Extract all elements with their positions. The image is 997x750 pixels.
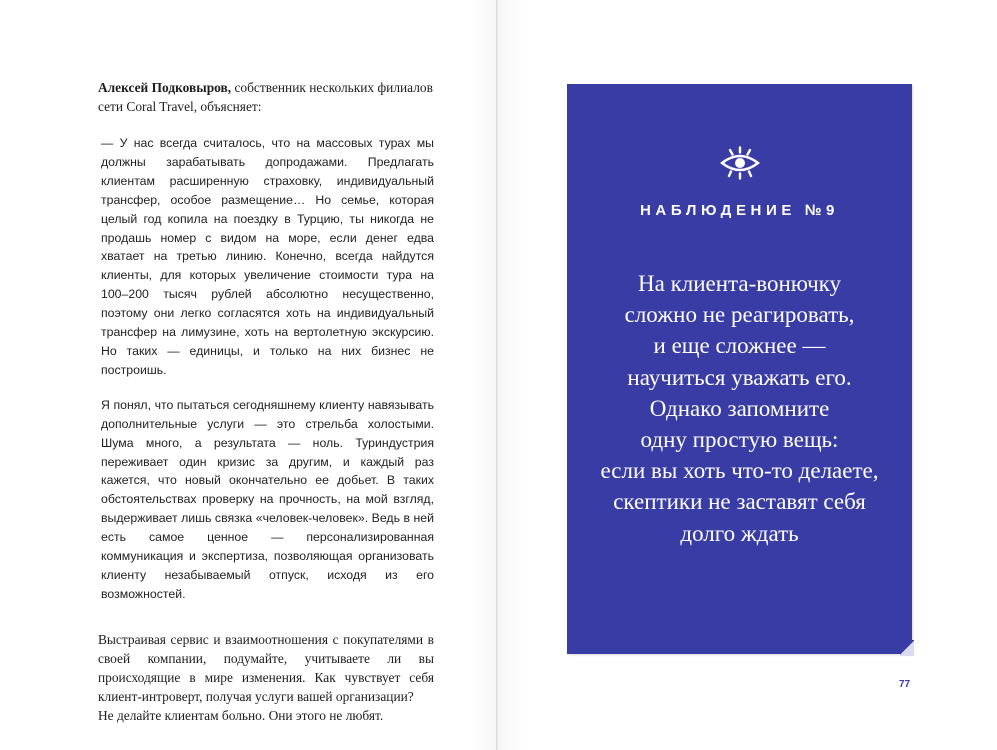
closing-paragraph: Не делайте клиентам больно. Они этого не любят. bbox=[98, 707, 384, 723]
observation-text bbox=[577, 268, 902, 549]
observation-line: научиться уважать его. bbox=[627, 364, 852, 390]
observation-line: одну простую вещь: bbox=[640, 427, 839, 453]
left-page-text bbox=[98, 78, 434, 725]
observation-line: долго ждать bbox=[680, 520, 799, 546]
page-number: 77 bbox=[899, 679, 911, 690]
eye-icon bbox=[717, 146, 763, 180]
quote-block bbox=[98, 134, 434, 604]
closing-text bbox=[98, 630, 434, 725]
card-corner-fold bbox=[900, 640, 914, 656]
observation-line: Однако запомните bbox=[649, 395, 830, 421]
speaker-name: Алексей Подковыров, bbox=[98, 80, 232, 95]
quote-paragraph: — У нас всегда считалось, что на массовых турах мы должны зарабатывать допродажами. Предлагать клиентам расширенную страховку, индивидуальный трансфер, особое размещение… Но семье, которая целый год копила на поездку в Турцию, ты никогда не продашь номер с видом на море, если денег едва хватает на третью линию. Конечно, всегда найдутся клиенты, для которых увеличение стоимости тура на 100–200 тысяч рублей абсолютно несущественно, поэтому они легко согласятся хоть на индивидуальный трансфер на лимузине, хоть на вертолетную экскурсию. Но таких — единицы, и только на них бизнес не построишь. bbox=[101, 136, 434, 377]
observation-label: НАБЛЮДЕНИЕ №9 bbox=[639, 202, 840, 219]
closing-paragraph: Выстраивая сервис и взаимоотношения с покупателями в своей компании, подумайте, учитываете ли вы происходящие в мире изменения. Как чувствует себя клиент-интроверт, получая услуги вашей организации? bbox=[98, 631, 434, 704]
observation-line: и еще сложнее — bbox=[653, 333, 826, 359]
speaker-description: собственник нескольких филиалов сети Coral Travel, объясняет: bbox=[98, 80, 433, 114]
quote-paragraph: Я понял, что пытаться сегодняшнему клиенту навязывать дополнительные услуги — это стрельба холостыми. Шума много, а результата — ноль. Туриндустрия переживает один кризис за другим, и каждый раз кажется, что новый окончательно ее добьет. В таких обстоятельствах проверку на прочность, на мой взгляд, выдерживает лишь связка «человек-человек». Ведь в ней есть самое ценное — персонализированная коммуникация и экспертиза, позволяющая организовать клиенту незабываемый отпуск, исходя из его возможностей. bbox=[101, 397, 434, 601]
observation-line: На клиента-вонючку bbox=[638, 271, 841, 296]
gutter-shadow-left bbox=[470, 0, 496, 750]
observation-line: скептики не заставят себя bbox=[613, 489, 866, 515]
observation-line: если вы хоть что-то делаете, bbox=[600, 458, 879, 484]
gutter-shadow-right bbox=[498, 0, 524, 750]
intro-paragraph bbox=[98, 78, 434, 116]
observation-card bbox=[567, 84, 912, 654]
observation-line: сложно не реагировать, bbox=[624, 302, 855, 328]
